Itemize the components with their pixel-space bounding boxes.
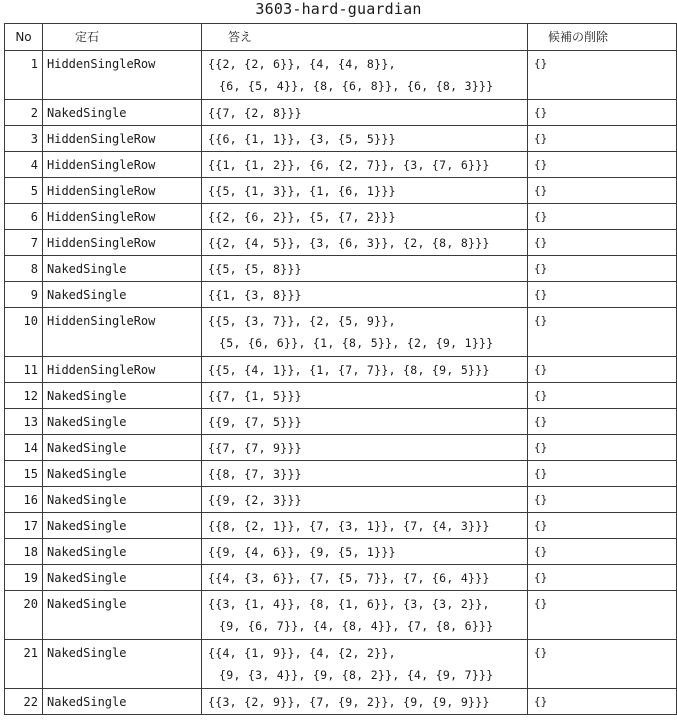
row-answer [202,308,528,357]
table-row [5,409,677,435]
row-number: 8 [5,256,43,282]
table-row [5,126,677,152]
answer-line: {{5, {1, 3}}, {1, {6, 1}}} [208,184,396,198]
row-eliminations: {} [528,256,677,282]
row-answer [202,539,528,565]
row-number: 1 [5,51,43,100]
row-answer [202,100,528,126]
table-row [5,591,677,640]
page-title: 3603-hard-guardian [255,0,422,18]
row-number: 10 [5,308,43,357]
answer-line: {{4, {1, 9}}, {4, {2, 2}}, [208,646,396,660]
row-technique: NakedSingle [43,591,202,640]
answer-line: {{6, {1, 1}}, {3, {5, 5}}} [208,132,396,146]
row-eliminations: {} [528,152,677,178]
row-eliminations: {} [528,100,677,126]
row-number: 6 [5,204,43,230]
row-number: 5 [5,178,43,204]
row-eliminations: {} [528,409,677,435]
answer-line: {5, {6, 6}}, {1, {8, 5}}, {2, {9, 1}}} [219,336,494,350]
answer-line: {{7, {2, 8}}} [208,106,302,120]
answer-line: {{2, {2, 6}}, {4, {4, 8}}, [208,57,396,71]
table-row [5,100,677,126]
row-eliminations: {} [528,204,677,230]
row-number: 17 [5,513,43,539]
row-number: 7 [5,230,43,256]
row-technique: NakedSingle [43,409,202,435]
row-number: 3 [5,126,43,152]
table-row [5,461,677,487]
row-eliminations: {} [528,126,677,152]
row-technique: HiddenSingleRow [43,178,202,204]
row-number: 15 [5,461,43,487]
row-technique: NakedSingle [43,689,202,715]
row-technique: NakedSingle [43,513,202,539]
header-no: No [5,24,43,51]
row-technique: NakedSingle [43,282,202,308]
answer-line: {9, {6, 7}}, {4, {8, 4}}, {7, {8, 6}}} [219,619,494,633]
row-technique: HiddenSingleRow [43,204,202,230]
row-eliminations: {} [528,640,677,689]
answer-line: {{5, {4, 1}}, {1, {7, 7}}, {8, {9, 5}}} [208,363,490,377]
row-technique: NakedSingle [43,256,202,282]
header-technique: 定石 [43,24,202,51]
row-eliminations: {} [528,513,677,539]
table-row [5,487,677,513]
table-row [5,256,677,282]
row-technique: NakedSingle [43,435,202,461]
answer-line: {{1, {1, 2}}, {6, {2, 7}}, {3, {7, 6}}} [208,158,490,172]
table-row [5,565,677,591]
row-eliminations: {} [528,383,677,409]
row-technique: HiddenSingleRow [43,230,202,256]
row-number: 11 [5,357,43,383]
header-eliminations: 候補の削除 [528,24,677,51]
row-number: 9 [5,282,43,308]
row-answer [202,487,528,513]
row-eliminations: {} [528,487,677,513]
row-eliminations: {} [528,461,677,487]
row-eliminations: {} [528,539,677,565]
row-answer [202,409,528,435]
row-eliminations: {} [528,689,677,715]
table-row [5,383,677,409]
row-answer [202,256,528,282]
row-technique: NakedSingle [43,565,202,591]
table-row [5,178,677,204]
answer-line: {{9, {2, 3}}} [208,493,302,507]
answer-line: {{3, {2, 9}}, {7, {9, 2}}, {9, {9, 9}}} [208,695,490,709]
row-eliminations: {} [528,565,677,591]
table-row [5,51,677,100]
row-technique: NakedSingle [43,487,202,513]
row-answer [202,383,528,409]
row-number: 19 [5,565,43,591]
row-answer [202,513,528,539]
row-answer [202,689,528,715]
table-row [5,357,677,383]
table-row [5,230,677,256]
row-number: 2 [5,100,43,126]
row-number: 16 [5,487,43,513]
row-technique: NakedSingle [43,640,202,689]
row-answer [202,282,528,308]
answer-line: {{3, {1, 4}}, {8, {1, 6}}, {3, {3, 2}}, [208,597,490,611]
answer-line: {{4, {3, 6}}, {7, {5, 7}}, {7, {6, 4}}} [208,571,490,585]
table-row [5,204,677,230]
row-eliminations: {} [528,435,677,461]
answer-line: {9, {3, 4}}, {9, {8, 2}}, {4, {9, 7}}} [219,668,494,682]
row-number: 20 [5,591,43,640]
row-eliminations: {} [528,230,677,256]
row-answer [202,178,528,204]
answer-line: {{9, {4, 6}}, {9, {5, 1}}} [208,545,396,559]
answer-line: {{8, {2, 1}}, {7, {3, 1}}, {7, {4, 3}}} [208,519,490,533]
table-row [5,308,677,357]
answer-line: {{1, {3, 8}}} [208,288,302,302]
row-technique: HiddenSingleRow [43,152,202,178]
row-answer [202,51,528,100]
row-answer [202,591,528,640]
row-number: 13 [5,409,43,435]
row-technique: NakedSingle [43,539,202,565]
answer-line: {{8, {7, 3}}} [208,467,302,481]
row-technique: HiddenSingleRow [43,126,202,152]
answer-line: {{7, {7, 9}}} [208,441,302,455]
answer-line: {{5, {5, 8}}} [208,262,302,276]
row-eliminations: {} [528,51,677,100]
row-eliminations: {} [528,178,677,204]
header-answer: 答え [202,24,528,51]
row-answer [202,435,528,461]
row-number: 12 [5,383,43,409]
row-number: 4 [5,152,43,178]
table-row [5,513,677,539]
row-technique: HiddenSingleRow [43,357,202,383]
table-row [5,539,677,565]
row-answer [202,357,528,383]
row-answer [202,230,528,256]
table-row [5,435,677,461]
row-number: 22 [5,689,43,715]
header-row [5,24,677,51]
table-row [5,282,677,308]
row-technique: NakedSingle [43,100,202,126]
solution-table [4,23,677,715]
row-number: 14 [5,435,43,461]
table-row [5,152,677,178]
row-eliminations: {} [528,357,677,383]
row-eliminations: {} [528,282,677,308]
row-answer [202,126,528,152]
row-technique: HiddenSingleRow [43,51,202,100]
row-answer [202,152,528,178]
row-eliminations: {} [528,591,677,640]
row-number: 21 [5,640,43,689]
table-row [5,640,677,689]
row-answer [202,461,528,487]
row-eliminations: {} [528,308,677,357]
table-row [5,689,677,715]
answer-line: {{5, {3, 7}}, {2, {5, 9}}, [208,314,396,328]
row-answer [202,640,528,689]
row-answer [202,565,528,591]
answer-line: {{2, {4, 5}}, {3, {6, 3}}, {2, {8, 8}}} [208,236,490,250]
row-answer [202,204,528,230]
answer-line: {{9, {7, 5}}} [208,415,302,429]
answer-line: {6, {5, 4}}, {8, {6, 8}}, {6, {8, 3}}} [219,79,494,93]
row-technique: NakedSingle [43,383,202,409]
row-technique: NakedSingle [43,461,202,487]
answer-line: {{7, {1, 5}}} [208,389,302,403]
answer-line: {{2, {6, 2}}, {5, {7, 2}}} [208,210,396,224]
row-technique: HiddenSingleRow [43,308,202,357]
row-number: 18 [5,539,43,565]
